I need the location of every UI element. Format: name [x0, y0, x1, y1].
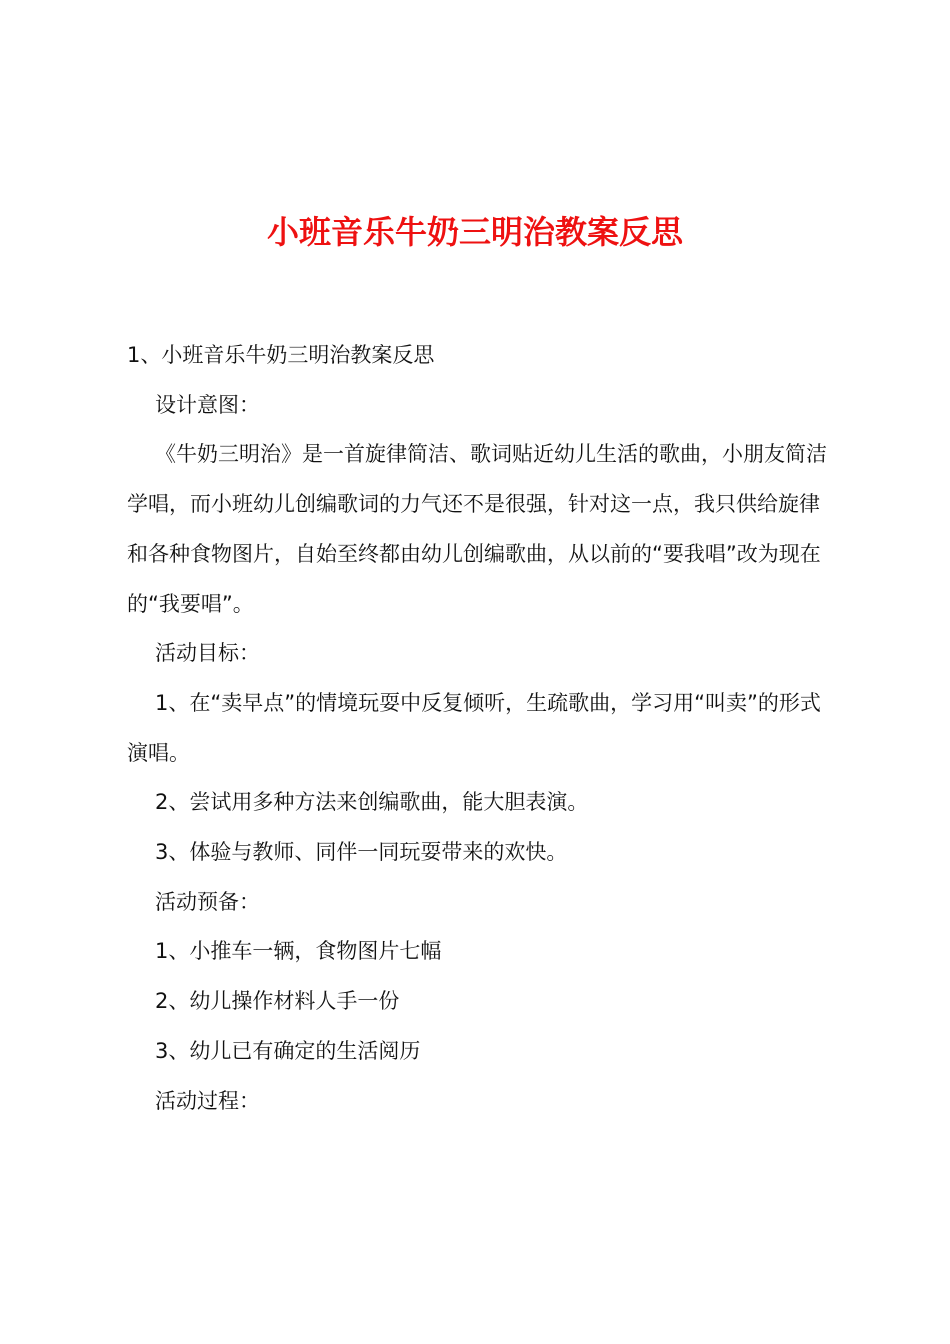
activity-preparation-label: 活动预备： [155, 889, 260, 914]
activity-process-label: 活动过程： [155, 1088, 260, 1113]
document-title: 小班音乐牛奶三明治教案反思 [266, 213, 683, 251]
preparation-item: 2、幼儿操作材料人手一份 [155, 989, 400, 1014]
document-body [127, 331, 833, 1126]
goal-item: 1、在“卖早点”的情境玩耍中反复倾听，生疏歌曲，学习用“叫卖”的形式演唱。 [127, 690, 821, 765]
activity-goals-label: 活动目标： [155, 641, 260, 666]
goal-item: 2、尝试用多种方法来创编歌曲，能大胆表演。 [155, 790, 589, 815]
design-intent-paragraph: 《牛奶三明治》是一首旋律简洁、歌词贴近幼儿生活的歌曲，小朋友简洁学唱，而小班幼儿创编歌词的力气还不是很强，针对这一点，我只供给旋律和各种食物图片，自始至终都由幼儿创编歌曲，从以前的“要我唱”改为现在的“我要唱”。 [127, 442, 827, 616]
section-heading: 1、小班音乐牛奶三明治教案反思 [127, 343, 435, 367]
goal-item: 3、体验与教师、同伴一同玩耍带来的欢快。 [155, 840, 568, 865]
design-intent-label: 设计意图： [155, 392, 260, 417]
preparation-item: 1、小推车一辆，食物图片七幅 [155, 939, 442, 964]
preparation-item: 3、幼儿已有确定的生活阅历 [155, 1038, 421, 1063]
